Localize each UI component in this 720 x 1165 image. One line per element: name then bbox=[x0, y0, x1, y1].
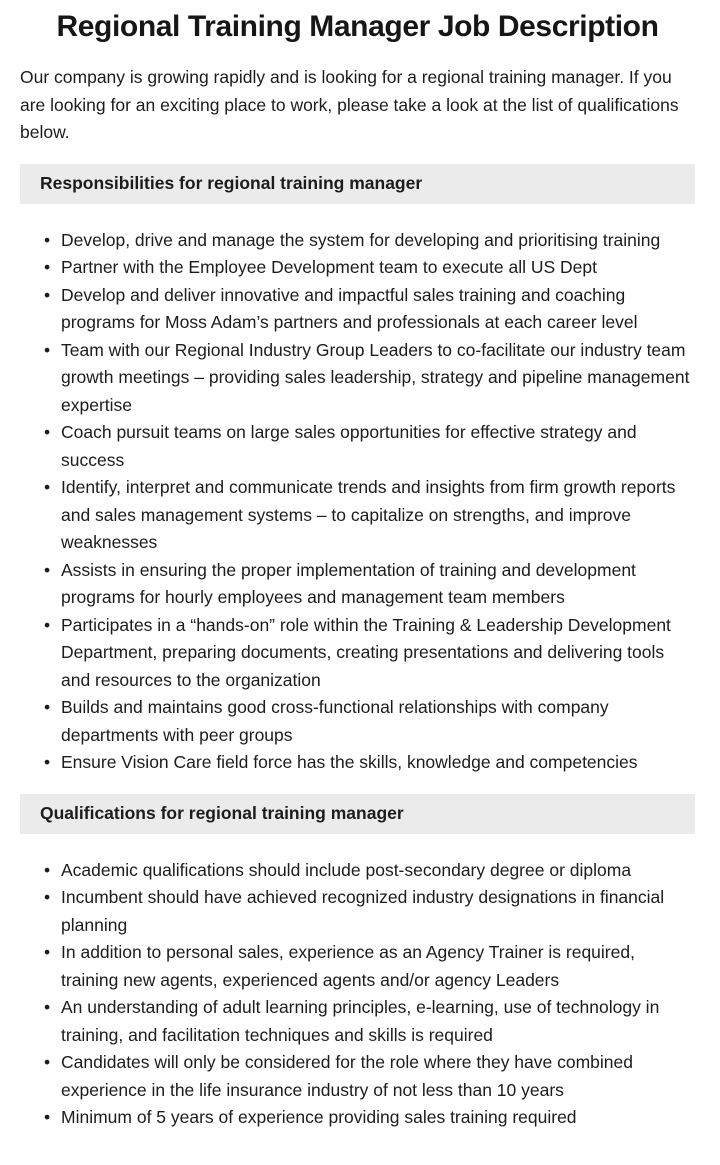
list-item: • Team with our Regional Industry Group Leaders to co-facilitate our industry team growth meetings – providing sales leadership, strategy and pipeline management expertise bbox=[44, 337, 695, 420]
list-item: • Academic qualifications should include post-secondary degree or diploma bbox=[44, 857, 695, 885]
section-heading-label: Qualifications for regional training manager bbox=[40, 803, 404, 823]
list-item: • Participates in a “hands-on” role within the Training & Leadership Development Department, preparing documents, creating presentations and delivering tools and resources to the organization bbox=[44, 612, 695, 695]
qualifications-list bbox=[20, 857, 695, 1132]
intro-paragraph: Our company is growing rapidly and is looking for a regional training manager. If you are looking for an exciting place to work, please take a look at the list of qualifications below. bbox=[20, 67, 679, 142]
list-item: • Develop and deliver innovative and impactful sales training and coaching programs for Moss Adam’s partners and professionals at each career level bbox=[44, 282, 695, 337]
section-heading-responsibilities bbox=[20, 164, 695, 204]
job-description-page bbox=[0, 8, 720, 1162]
list-item: • An understanding of adult learning principles, e-learning, use of technology in training, and facilitation techniques and skills is required bbox=[44, 994, 695, 1049]
list-item: • Incumbent should have achieved recognized industry designations in financial planning bbox=[44, 884, 695, 939]
list-item: • Develop, drive and manage the system for developing and prioritising training bbox=[44, 227, 695, 255]
list-item: • Minimum of 5 years of experience providing sales training required bbox=[44, 1104, 695, 1132]
section-heading-qualifications bbox=[20, 794, 695, 834]
list-item: • Ensure Vision Care field force has the skills, knowledge and competencies bbox=[44, 749, 695, 777]
list-item: • Identify, interpret and communicate trends and insights from firm growth reports and sales management systems – to capitalize on strengths, and improve weaknesses bbox=[44, 474, 695, 557]
list-item: • Builds and maintains good cross-functional relationships with company departments with peer groups bbox=[44, 694, 695, 749]
section-heading-label: Responsibilities for regional training manager bbox=[40, 173, 423, 193]
list-item: • Partner with the Employee Development team to execute all US Dept bbox=[44, 254, 695, 282]
list-item: • Candidates will only be considered for the role where they have combined experience in the life insurance industry of not less than 10 years bbox=[44, 1049, 695, 1104]
responsibilities-list bbox=[20, 227, 695, 777]
list-item: • Coach pursuit teams on large sales opportunities for effective strategy and success bbox=[44, 419, 695, 474]
page-title: Regional Training Manager Job Description bbox=[56, 10, 659, 43]
list-item: • Assists in ensuring the proper implementation of training and development programs for hourly employees and management team members bbox=[44, 557, 695, 612]
list-item: • In addition to personal sales, experience as an Agency Trainer is required, training new agents, experienced agents and/or agency Leaders bbox=[44, 939, 695, 994]
